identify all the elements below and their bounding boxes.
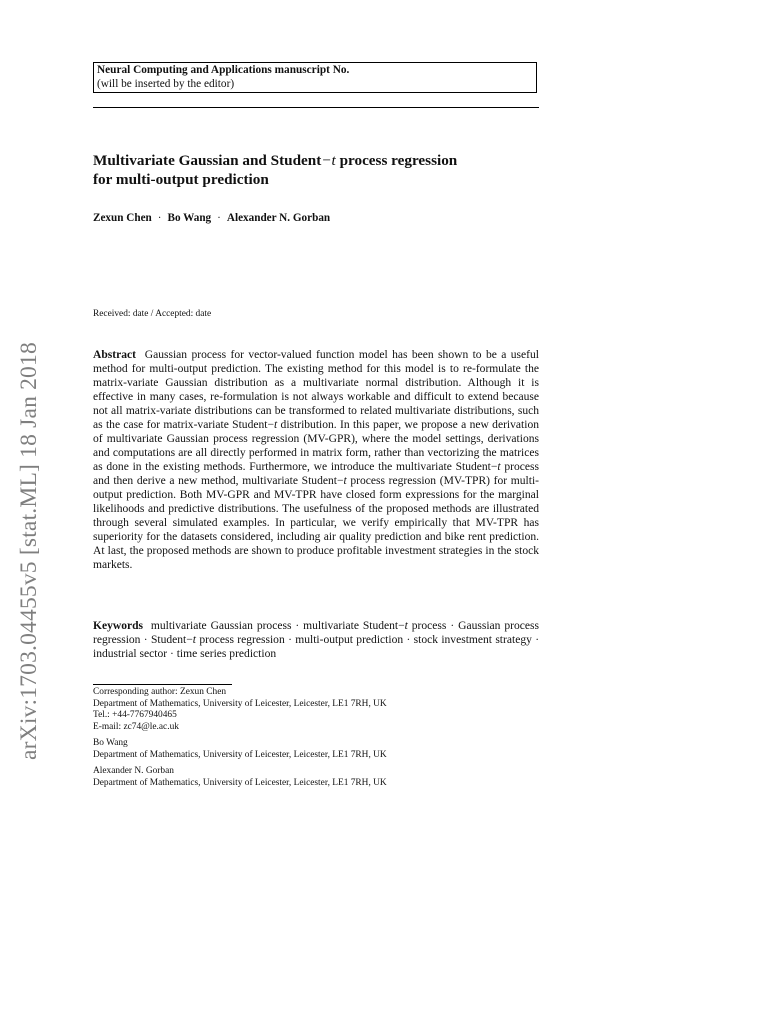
math-minus: − (398, 620, 405, 632)
title-text-line2: for multi-output prediction (93, 171, 269, 188)
footnote-line: E-mail: zc74@le.ac.uk (93, 721, 179, 732)
math-t: t (497, 461, 501, 473)
footnote-line: Corresponding author: Zexun Chen (93, 687, 227, 697)
keyword-separator: · (143, 634, 148, 646)
journal-header-title: Neural Computing and Applications manuscript No. (97, 64, 350, 76)
abstract (93, 348, 539, 572)
journal-header-box (93, 62, 537, 93)
math-t: t (273, 419, 278, 431)
footnote-line: Bo Wang (93, 738, 128, 748)
keywords (93, 619, 539, 661)
abstract-text: process and then derive a new method, multivariate Student (93, 461, 539, 487)
keyword-separator: · (406, 634, 411, 646)
author-name: Bo Wang (167, 212, 212, 224)
footnote-line: Department of Mathematics, University of Leicester, Leicester, LE1 7RH, UK (93, 749, 387, 760)
title-t: t (331, 152, 336, 169)
math-minus: − (267, 419, 274, 431)
keyword-separator: · (169, 648, 174, 660)
author-name: Zexun Chen (93, 212, 152, 224)
keyword: stock investment strategy (413, 634, 532, 646)
journal-header-subtitle: (will be inserted by the editor) (97, 77, 235, 90)
math-t: t (343, 475, 347, 487)
keyword: Gaussian process regression (93, 620, 539, 646)
math-minus: − (490, 461, 498, 473)
author-separator: · (217, 212, 221, 224)
keyword: process regression (196, 634, 285, 646)
keyword: multi-output prediction (295, 634, 404, 646)
author-footnotes (93, 687, 387, 794)
footnote-line: Tel.: +44-7767940465 (93, 710, 177, 720)
footnote-author (93, 766, 387, 789)
math-minus: − (186, 634, 193, 646)
footnote-corresponding-author (93, 687, 387, 733)
abstract-text: Gaussian process for vector-valued function model has been shown to be a useful method for multi-output prediction. The existing method for this model is to re-formulate the matrix-variate Gaussian distribution as a multivariate normal distribution. Although it is effective in many cases, re-formulation is not always workable and difficult to extend because not all matrix-variate distributions can be transformed to related multivariate distributions, such as the case for matrix-variate Student (93, 349, 539, 431)
keyword: multivariate Student (303, 620, 399, 632)
keyword-separator: · (535, 634, 540, 646)
footnote-line: Alexander N. Gorban (93, 766, 174, 776)
abstract-text: process regression (MV-TPR) for multi-output prediction. Both MV-GPR and MV-TPR have closed form expressions for the marginal likelihoods and predictive distributions. The usefulness of the proposed methods are illustrated through several simulated examples. In particular, we verify empirically that MV-TPR has superiority for the datasets considered, including air quality prediction and bike rent prediction. At last, the proposed methods are shown to produce profitable investment strategies in the stock markets. (93, 475, 539, 571)
abstract-label: Abstract (93, 349, 136, 361)
keyword: time series prediction (176, 648, 277, 660)
author-separator: · (157, 212, 162, 224)
title-text-part2: process regression (335, 152, 458, 169)
keyword-separator: · (295, 620, 300, 632)
title-minus: − (321, 152, 332, 169)
abstract-text: distribution. In this paper, we propose a new derivation of multivariate Gaussian process regression (MV-GPR), where the model settings, derivations and computations are all directly performed in matrix form, rather than vectorizing the matrices as done in the existing methods. Furthermore, we introduce the multivariate Student (93, 419, 540, 473)
paper-title (93, 151, 543, 189)
author-name: Alexander N. Gorban (226, 212, 331, 224)
keyword: multivariate Gaussian process (150, 620, 292, 632)
footnote-line: Department of Mathematics, University of Leicester, Leicester, LE1 7RH, UK (93, 777, 387, 788)
header-rule (93, 107, 539, 108)
keyword-separator: · (288, 634, 292, 646)
keyword: Student (150, 634, 187, 646)
math-t: t (192, 634, 197, 646)
author-list (93, 212, 330, 224)
footnote-rule (93, 684, 232, 685)
title-text-part1: Multivariate Gaussian and Student (93, 152, 322, 169)
footnote-line: Department of Mathematics, University of Leicester, Leicester, LE1 7RH, UK (93, 698, 387, 709)
keyword-separator: · (450, 620, 455, 632)
arxiv-stamp: arXiv:1703.04455v5 [stat.ML] 18 Jan 2018 (16, 342, 42, 760)
keyword: process (407, 620, 447, 632)
keyword: industrial sector (93, 648, 168, 660)
math-t: t (404, 620, 408, 632)
math-minus: − (336, 475, 344, 487)
footnote-author (93, 738, 387, 761)
keywords-label: Keywords (93, 620, 144, 632)
received-accepted-line: Received: date / Accepted: date (93, 309, 212, 319)
